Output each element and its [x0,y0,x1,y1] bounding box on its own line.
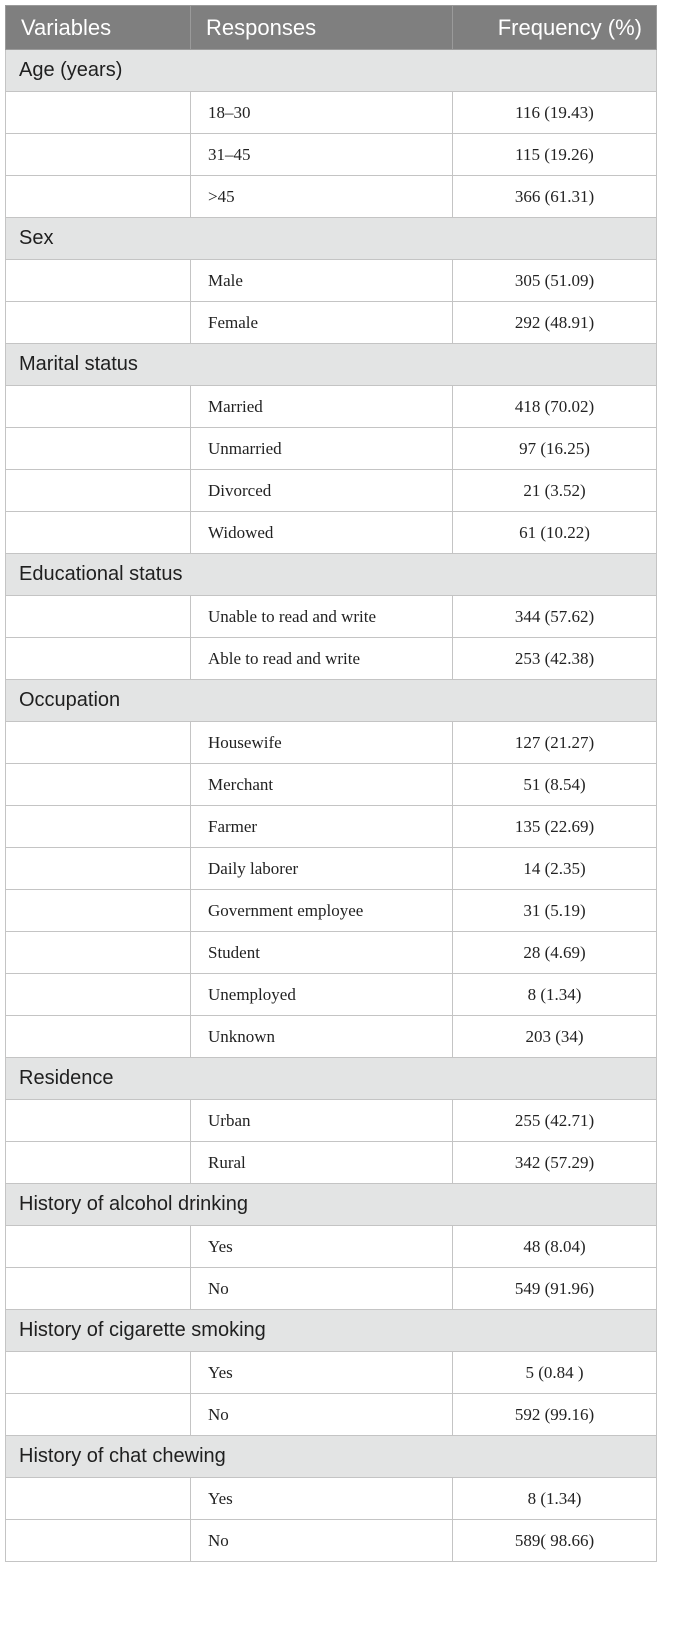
response-cell: No [191,1520,453,1562]
variable-cell [6,1520,191,1562]
variable-cell [6,1142,191,1184]
table-row [6,806,657,848]
variable-cell [6,428,191,470]
table-body [6,50,657,1562]
variable-group-title: History of cigarette smoking [6,1310,657,1352]
response-cell: Female [191,302,453,344]
response-cell: Daily laborer [191,848,453,890]
response-cell: Farmer [191,806,453,848]
variable-cell [6,722,191,764]
group-header-row [6,554,657,596]
group-header-row [6,1184,657,1226]
frequency-cell: 344 (57.62) [453,596,657,638]
frequency-cell: 255 (42.71) [453,1100,657,1142]
group-header-row [6,1436,657,1478]
frequency-cell: 51 (8.54) [453,764,657,806]
table-row [6,1142,657,1184]
table-row [6,848,657,890]
frequency-cell: 305 (51.09) [453,260,657,302]
group-header-row [6,344,657,386]
response-cell: No [191,1268,453,1310]
frequency-cell: 592 (99.16) [453,1394,657,1436]
variable-cell [6,764,191,806]
table-row [6,1100,657,1142]
variable-cell [6,512,191,554]
group-header-row [6,50,657,92]
frequency-cell: 48 (8.04) [453,1226,657,1268]
frequency-cell: 61 (10.22) [453,512,657,554]
response-cell: Yes [191,1352,453,1394]
table-row [6,512,657,554]
variable-cell [6,1226,191,1268]
header-frequency: Frequency (%) [453,6,657,50]
variable-group-title: Educational status [6,554,657,596]
table-row [6,1226,657,1268]
variable-group-title: Residence [6,1058,657,1100]
response-cell: Urban [191,1100,453,1142]
frequency-cell: 5 (0.84 ) [453,1352,657,1394]
frequency-cell: 253 (42.38) [453,638,657,680]
frequency-table [5,5,657,1562]
group-header-row [6,680,657,722]
variable-group-title: Occupation [6,680,657,722]
variable-cell [6,806,191,848]
response-cell: Widowed [191,512,453,554]
group-header-row [6,1058,657,1100]
response-cell: Merchant [191,764,453,806]
frequency-cell: 31 (5.19) [453,890,657,932]
frequency-cell: 28 (4.69) [453,932,657,974]
frequency-cell: 589( 98.66) [453,1520,657,1562]
variable-cell [6,974,191,1016]
variable-cell [6,596,191,638]
variable-cell [6,92,191,134]
variable-cell [6,470,191,512]
table-row [6,596,657,638]
frequency-cell: 292 (48.91) [453,302,657,344]
header-variables: Variables [6,6,191,50]
response-cell: Student [191,932,453,974]
table-row [6,176,657,218]
variable-cell [6,1478,191,1520]
frequency-cell: 135 (22.69) [453,806,657,848]
response-cell: Housewife [191,722,453,764]
table-row [6,1352,657,1394]
variable-cell [6,260,191,302]
response-cell: Unmarried [191,428,453,470]
variable-cell [6,386,191,428]
variable-cell [6,1016,191,1058]
response-cell: 31–45 [191,134,453,176]
table-row [6,1016,657,1058]
table-row [6,92,657,134]
response-cell: Able to read and write [191,638,453,680]
frequency-cell: 549 (91.96) [453,1268,657,1310]
frequency-cell: 418 (70.02) [453,386,657,428]
response-cell: Rural [191,1142,453,1184]
variable-cell [6,1394,191,1436]
table-header [6,6,657,50]
frequency-cell: 8 (1.34) [453,1478,657,1520]
frequency-cell: 115 (19.26) [453,134,657,176]
response-cell: Male [191,260,453,302]
table-row [6,1394,657,1436]
header-responses: Responses [191,6,453,50]
response-cell: >45 [191,176,453,218]
table-row [6,302,657,344]
variable-cell [6,134,191,176]
table-row [6,470,657,512]
response-cell: Yes [191,1226,453,1268]
response-cell: Unemployed [191,974,453,1016]
variable-cell [6,890,191,932]
variable-cell [6,638,191,680]
table-row [6,134,657,176]
response-cell: Unknown [191,1016,453,1058]
table-row [6,722,657,764]
response-cell: Married [191,386,453,428]
frequency-cell: 8 (1.34) [453,974,657,1016]
frequency-cell: 127 (21.27) [453,722,657,764]
response-cell: Government employee [191,890,453,932]
frequency-cell: 21 (3.52) [453,470,657,512]
variable-cell [6,302,191,344]
table-row [6,428,657,470]
response-cell: 18–30 [191,92,453,134]
frequency-cell: 116 (19.43) [453,92,657,134]
variable-cell [6,848,191,890]
variable-cell [6,1352,191,1394]
variable-cell [6,1268,191,1310]
table-row [6,974,657,1016]
table-row [6,932,657,974]
header-row [6,6,657,50]
response-cell: Unable to read and write [191,596,453,638]
table-row [6,1478,657,1520]
variable-group-title: History of alcohol drinking [6,1184,657,1226]
frequency-cell: 97 (16.25) [453,428,657,470]
table-row [6,1268,657,1310]
frequency-cell: 366 (61.31) [453,176,657,218]
table-row [6,386,657,428]
table-row [6,1520,657,1562]
response-cell: Yes [191,1478,453,1520]
response-cell: Divorced [191,470,453,512]
group-header-row [6,1310,657,1352]
frequency-cell: 14 (2.35) [453,848,657,890]
table-row [6,260,657,302]
table-row [6,890,657,932]
variable-group-title: History of chat chewing [6,1436,657,1478]
frequency-cell: 342 (57.29) [453,1142,657,1184]
variable-group-title: Marital status [6,344,657,386]
table-row [6,764,657,806]
variable-group-title: Sex [6,218,657,260]
variable-cell [6,1100,191,1142]
table-row [6,638,657,680]
variable-group-title: Age (years) [6,50,657,92]
frequency-cell: 203 (34) [453,1016,657,1058]
response-cell: No [191,1394,453,1436]
variable-cell [6,176,191,218]
variable-cell [6,932,191,974]
group-header-row [6,218,657,260]
